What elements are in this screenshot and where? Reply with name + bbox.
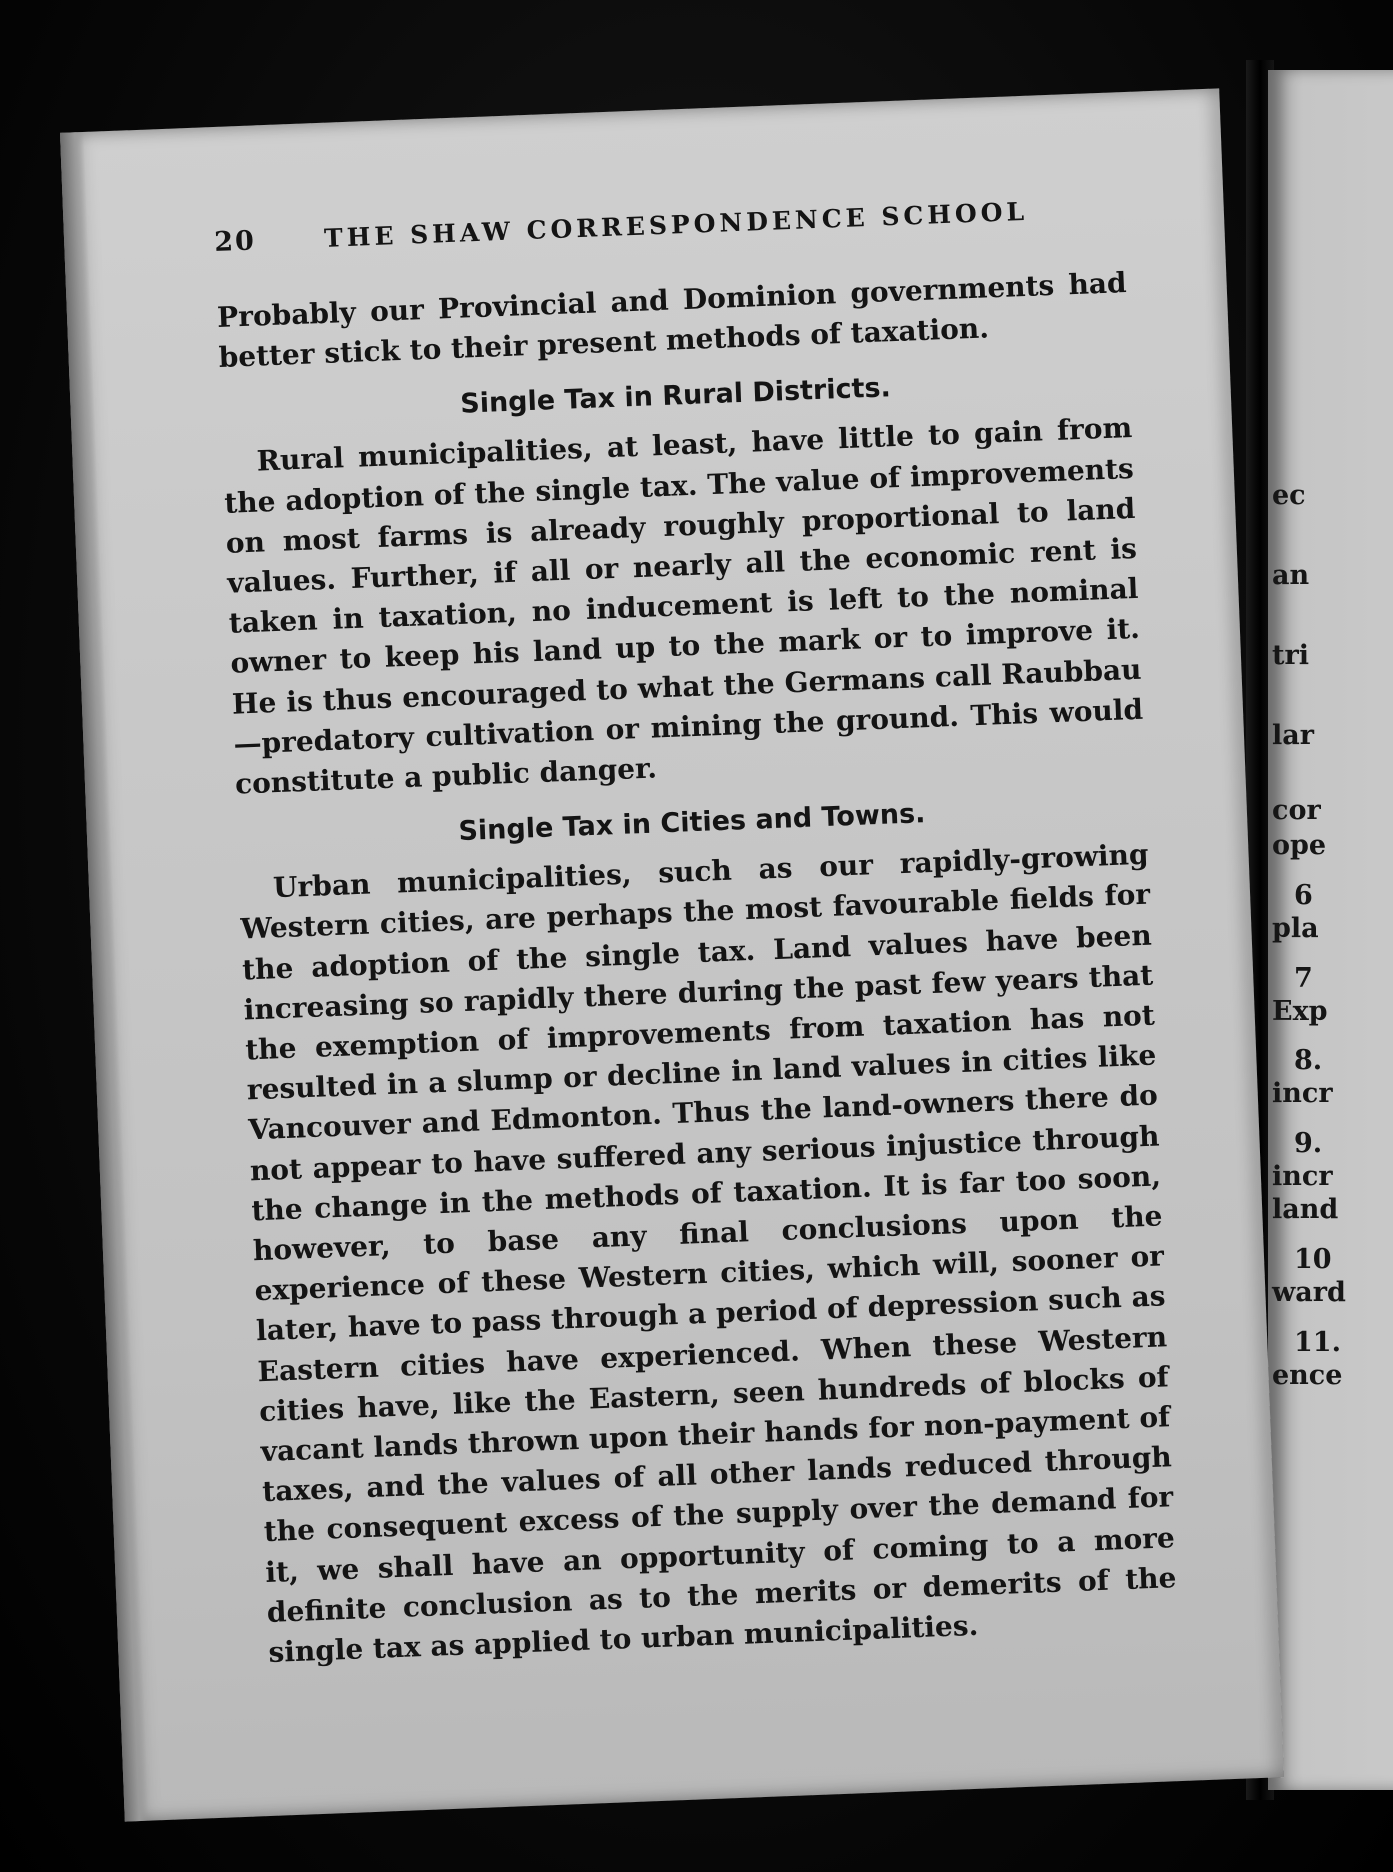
fragment: 10 <box>1294 1244 1332 1275</box>
fragment: 8. <box>1294 1045 1323 1076</box>
fragment: 11. <box>1294 1327 1341 1358</box>
section-heading-cities: Single Tax in Cities and Towns. <box>457 798 926 848</box>
page-edge <box>60 132 149 1822</box>
next-page <box>1268 70 1393 1790</box>
fragment: ec <box>1272 480 1306 511</box>
fragment: land <box>1272 1194 1339 1225</box>
fragment: ence <box>1272 1360 1343 1391</box>
page-number: 20 <box>213 225 257 259</box>
fragment: lar <box>1272 720 1314 751</box>
section-paragraph-rural: Rural municipalities, at least, have little to gain from the adoption of the single tax. The value of improvements on most farms is already roughly proportional to land values. Further, if all or nearly all the economic rent is taken in taxation, no inducement is left to the nominal owner to keep his land up to the mark or to improve it. He is thus encouraged to what the Germans call Raubbau—predatory cultivation or mining the ground. This would constitute a public danger. <box>223 411 1144 801</box>
section-paragraph-cities: Urban municipalities, such as our rapidly-growing Western cities, are perhaps the most favourable fields for the adoption of the single tax. Land values have been increasing so rapidly there during the past few years that the exemption of improvements from taxation has not resulted in a slump or decline in land values in cities like Vancouver and Edmonton. Thus the land-owners there do not appear to have suffered any serious injustice through the change in the methods of taxation. It is far too soon, however, to base any final conclusions upon the experience of these Western cities, which will, sooner or later, have to pass through a period of depression such as Eastern cities have experienced. When these Western cities have, like the Eastern, seen hundreds of blocks of vacant lands thrown upon their hands for non-payment of taxes, and the values of all other lands reduced through the consequent excess of the supply over the demand for it, we shall have an opportunity of coming to a more definite conclusion as to the merits or demerits of the single tax as applied to urban municipalities. <box>240 837 1177 1670</box>
fragment: Exp <box>1272 996 1328 1027</box>
fragment: ope <box>1272 830 1327 861</box>
book-page <box>60 88 1284 1821</box>
intro-paragraph: Probably our Provincial and Dominion governments had better stick to their present methods of taxation. <box>216 266 1128 375</box>
running-head-title: THE SHAW CORRESPONDENCE SCHOOL <box>323 196 1029 253</box>
fragment: pla <box>1272 913 1319 944</box>
page-text <box>214 192 1179 1673</box>
running-header <box>214 192 1125 258</box>
fragment: 7 <box>1294 963 1313 994</box>
fragment: incr <box>1272 1078 1333 1109</box>
fragment: an <box>1272 560 1310 591</box>
fragment: 9. <box>1294 1128 1323 1159</box>
section-heading-rural: Single Tax in Rural Districts. <box>459 372 892 421</box>
fragment: incr <box>1272 1161 1333 1192</box>
fragment: 6 <box>1294 880 1313 911</box>
fragment: tri <box>1272 640 1309 671</box>
fragment: ward <box>1272 1277 1346 1308</box>
fragment: cor <box>1272 795 1321 826</box>
